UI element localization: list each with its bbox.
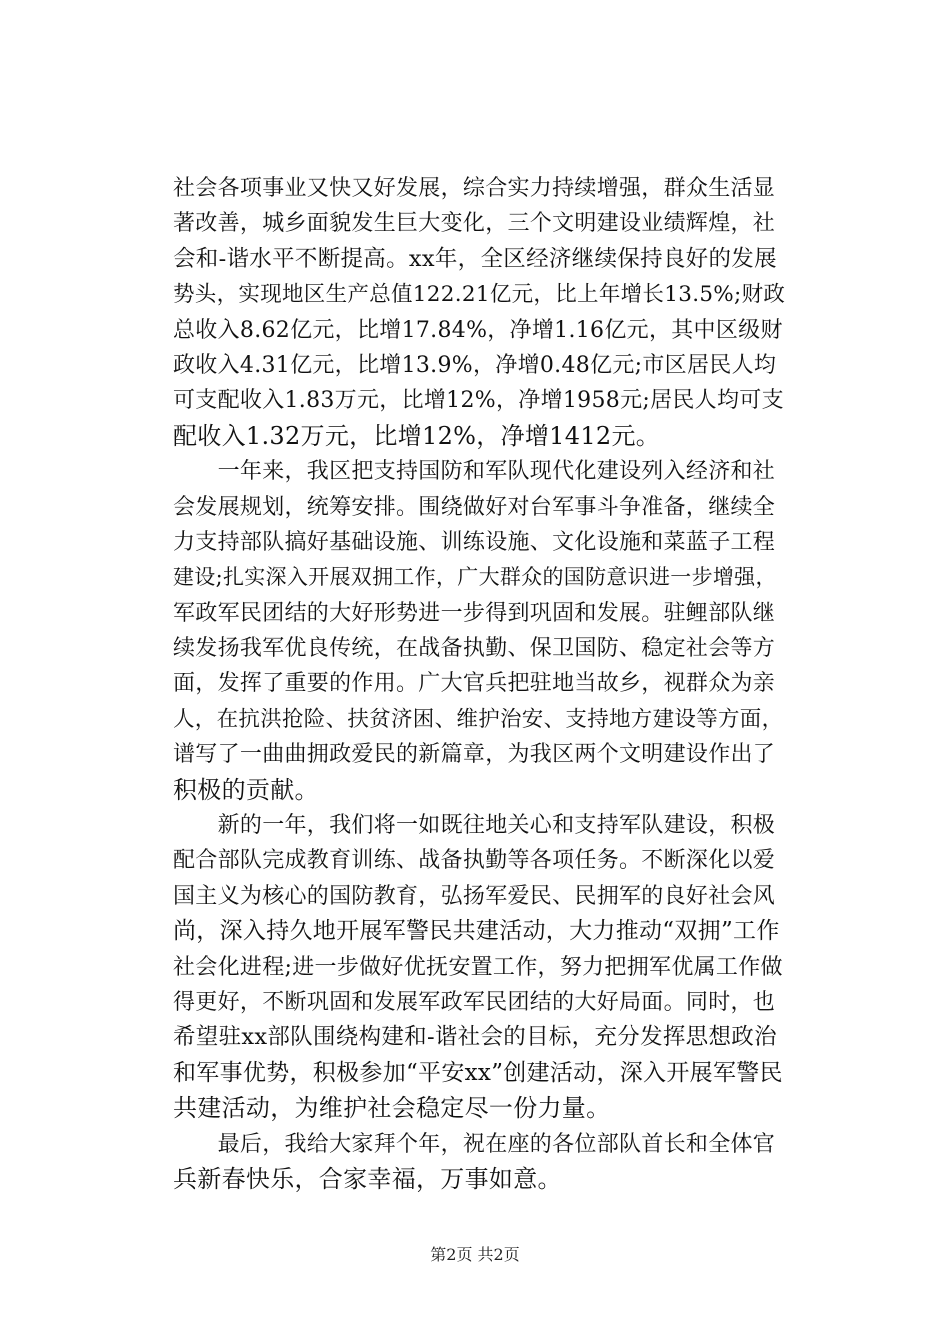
text-line: 共建活动，为维护社会稳定尽一份力量。 — [173, 1094, 611, 1123]
text-line: 政收入4.31亿元，比增13.9%，净增0.48亿元;市区居民人均 — [173, 352, 777, 378]
text-line: 得更好，不断巩固和发展军政军民团结的大好局面。同时，也 — [173, 989, 776, 1015]
text-line: 社会化进程;进一步做好优抚安置工作，努力把拥军优属工作做 — [173, 954, 783, 980]
document-body — [173, 171, 787, 1197]
text-line: 和军事优势，积极参加“平安xx”创建活动，深入开展军警民 — [173, 1059, 783, 1086]
text-line: 著改善，城乡面貌发生巨大变化，三个文明建设业绩辉煌，社 — [173, 211, 776, 237]
text-line: 最后，我给大家拜个年，祝在座的各位部队首长和全体官 — [173, 1131, 776, 1157]
text-line: 新的一年，我们将一如既往地关心和支持军队建设，积极 — [173, 813, 776, 839]
text-line: 军政军民团结的大好形势进一步得到巩固和发展。驻鲤部队继 — [173, 600, 776, 626]
text-line: 总收入8.62亿元，比增17.84%，净增1.16亿元，其中区级财 — [173, 317, 783, 343]
text-line: 尚，深入持久地开展军警民共建活动，大力推动“双拥”工作 — [173, 918, 780, 945]
text-line: 谱写了一曲曲拥政爱民的新篇章，为我区两个文明建设作出了 — [173, 742, 776, 768]
text-line: 兵新春快乐，合家幸福，万事如意。 — [173, 1164, 562, 1193]
page-number-footer: 第2页 共2页 — [430, 1245, 520, 1264]
text-line: 配合部队完成教育训练、战备执勤等各项任务。不断深化以爱 — [173, 848, 776, 874]
text-line: 人，在抗洪抢险、扶贫济困、维护治安、支持地方建设等方面， — [173, 706, 784, 732]
text-line: 面，发挥了重要的作用。广大官兵把驻地当故乡，视群众为亲 — [173, 671, 776, 697]
text-line: 力支持部队搞好基础设施、训练设施、文化设施和菜蓝子工程 — [173, 529, 776, 555]
text-line: 建设;扎实深入开展双拥工作，广大群众的国防意识进一步增强， — [173, 565, 777, 590]
text-line: 积极的贡献。 — [173, 775, 319, 804]
text-line: 续发扬我军优良传统，在战备执勤、保卫国防、稳定社会等方 — [173, 636, 776, 662]
text-line: 会发展规划，统筹安排。围绕做好对台军事斗争准备，继续全 — [173, 494, 776, 520]
text-line: 可支配收入1.83万元，比增12%，净增1958元;居民人均可支 — [173, 388, 784, 414]
text-line: 配收入1.32万元，比增12%，净增1412元。 — [173, 421, 661, 450]
text-line: 会和-谐水平不断提高。xx年，全区经济继续保持良好的发展 — [173, 245, 777, 272]
text-line: 希望驻xx部队围绕构建和-谐社会的目标，充分发挥思想政治 — [173, 1024, 777, 1051]
text-line: 国主义为核心的国防教育，弘扬军爱民、民拥军的良好社会风 — [173, 883, 776, 909]
text-line: 一年来，我区把支持国防和军队现代化建设列入经济和社 — [173, 459, 776, 485]
text-line: 势头，实现地区生产总值122.21亿元，比上年增长13.5%;财政 — [173, 282, 786, 308]
text-line: 社会各项事业又快又好发展，综合实力持续增强，群众生活显 — [173, 176, 776, 201]
